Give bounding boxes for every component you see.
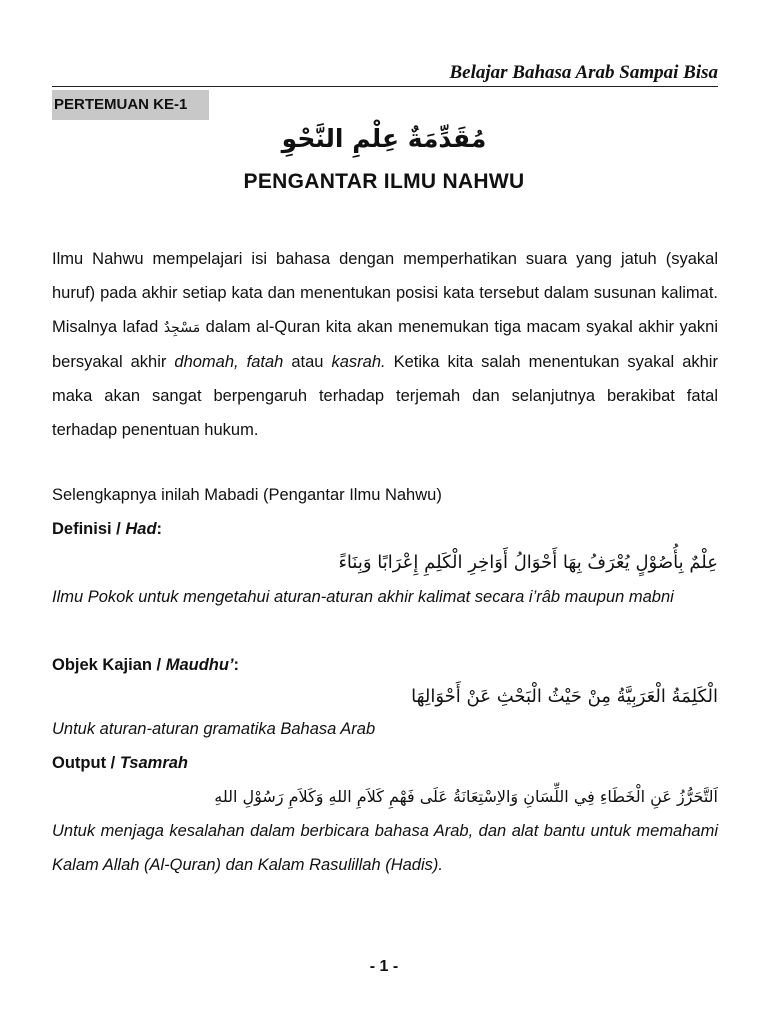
objek-label-text: Objek Kajian /	[52, 656, 166, 674]
definisi-label-text: Definisi /	[52, 520, 126, 538]
intro-paragraph	[52, 242, 718, 447]
output-label-italic: Tsamrah	[119, 754, 188, 772]
objek-translation: Untuk aturan-aturan gramatika Bahasa Arab	[52, 720, 376, 738]
header-rule	[52, 86, 718, 87]
intro-text-4: Ketika kita salah menentukan syakal akhir maka akan sangat berpengaruh terhadap terjemah dan selanjutnya berakibat fatal terhadap penentuan hukum.	[52, 353, 718, 439]
session-label: PERTEMUAN KE-1	[52, 90, 209, 120]
definisi-label	[52, 512, 718, 546]
output-arabic: اَلتَّحَرُّزُ عَنِ الْخَطَاءِ فِي اللِّسَانِ وَالاِسْتِعَانَةُ عَلَى فَهْمِ كَلاَمِ اللهِ وَكَلاَمِ رَسُوْلِ اللهِ	[214, 787, 718, 806]
objek-label-italic: Maudhu’	[165, 656, 234, 674]
definisi-translation: Ilmu Pokok untuk mengetahui aturan-aturan akhir kalimat secara i’râb maupun mabni	[52, 588, 674, 606]
output-label-text: Output /	[52, 754, 120, 772]
intro-term-2: kasrah.	[331, 353, 386, 371]
intro-text-3: atau	[283, 353, 332, 371]
definisi-label-italic: Had	[125, 520, 157, 538]
intro-text-2: dalam al-Quran kita akan menemukan tiga macam syakal akhir yakni bersyakal akhir	[52, 318, 718, 371]
output-label	[52, 746, 718, 780]
intro-text-1: Ilmu Nahwu mempelajari isi bahasa dengan memperhatikan suara yang jatuh (syakal huruf) pada akhir setiap kata dan menentukan posisi kata tersebut dalam susunan kalimat. Misalnya lafad	[52, 250, 718, 336]
running-header-title: Belajar Bahasa Arab Sampai Bisa	[449, 62, 718, 83]
objek-label	[52, 648, 718, 682]
intro-arabic-word: مَسْجِدٌ	[163, 320, 201, 336]
objek-arabic: الْكَلِمَةُ الْعَرَبِيَّةُ مِنْ حَيْثُ الْبَحْثِ عَنْ أَحْوَالِهَا	[411, 686, 718, 707]
definisi-label-end: :	[156, 520, 163, 538]
page-title: PENGANTAR ILMU NAHWU	[243, 170, 525, 193]
intro-term-1: dhomah, fatah	[174, 353, 284, 371]
arabic-title: مُقَدِّمَةٌ عِلْمِ النَّحْوِ	[281, 124, 487, 153]
page-number: - 1 -	[369, 958, 399, 975]
mabadi-heading: Selengkapnya inilah Mabadi (Pengantar Ilmu Nahwu)	[52, 486, 442, 504]
objek-label-end: :	[233, 656, 240, 674]
definisi-arabic: عِلْمٌ بِأُصُوْلٍ يُعْرَفُ بِهَا أَحْوَالُ أَوَاخِرِ الْكَلِمِ إِعْرَابًا وَبِنَاءً	[338, 552, 718, 573]
output-translation: Untuk menjaga kesalahan dalam berbicara bahasa Arab, dan alat bantu untuk memahami Kalam Allah (Al-Quran) dan Kalam Rasulillah (Hadis).	[52, 822, 718, 874]
